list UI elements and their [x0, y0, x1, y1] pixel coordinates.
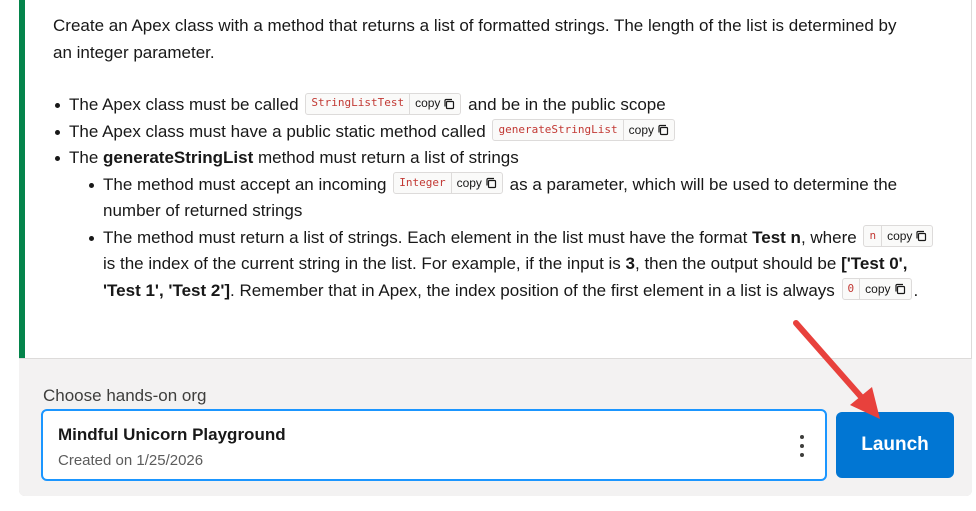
kebab-menu-icon[interactable]	[799, 435, 805, 457]
copy-button[interactable]: copy	[409, 94, 460, 114]
accent-bar	[19, 0, 25, 358]
sub-requirements-list	[69, 172, 943, 305]
copy-icon	[485, 177, 497, 189]
intro-text: Create an Apex class with a method that returns a list of formatted strings. The length of the list is determined by an integer parameter.	[53, 16, 897, 62]
sub-requirement-item: The method must return a list of strings. Each element in the list must have the format Test n, where n copy is the index of the current string in the list. For example, if the input is 3, then the output should be ['Test 0', 'Test 1', 'Test 2']. Remember that in Apex, the index position of the first element in a list is always 0 copy .	[87, 225, 943, 305]
copy-icon	[657, 124, 669, 136]
requirements-list	[53, 92, 943, 304]
requirement-item: The Apex class must be called StringListTest copy and be in the public scope	[53, 92, 943, 119]
code-snippet: 0 copy	[842, 278, 912, 300]
copy-button[interactable]: copy	[451, 173, 502, 193]
annotation-arrow	[780, 315, 890, 435]
org-created-date: Created on 1/25/2026	[58, 452, 204, 469]
requirement-item: The Apex class must have a public static method called generateStringList copy	[53, 119, 943, 146]
org-picker[interactable]	[41, 409, 827, 481]
copy-button[interactable]: copy	[859, 279, 910, 299]
copy-icon	[894, 283, 906, 295]
copy-icon	[915, 230, 927, 242]
code-snippet: n copy	[863, 225, 933, 247]
requirement-item: The generateStringList method must return a list of strings The method must accept an incoming Integer copy as a parameter, which will be used to determine the number of returned strings The method must return a list of strings. Each element in the list must have the format Test n, where n copy is the index of the current string in the list. For example, if the input is 3, then the output should be ['Test 0', 'Test 1', 'Test 2']. Remember that in Apex, the index position of the first element in a list is always 0 copy .	[53, 145, 943, 304]
code-snippet: StringListTest copy	[305, 93, 461, 115]
copy-button[interactable]: copy	[881, 226, 932, 246]
org-name: Mindful Unicorn Playground	[58, 425, 286, 444]
sub-requirement-item: The method must accept an incoming Integer copy as a parameter, which will be used to determine the number of returned strings	[87, 172, 943, 225]
copy-button[interactable]: copy	[623, 120, 674, 140]
code-snippet: generateStringList copy	[492, 119, 675, 141]
org-section-label: Choose hands-on org	[43, 386, 207, 405]
launch-button[interactable]: Launch	[836, 412, 954, 478]
code-snippet: Integer copy	[393, 172, 503, 194]
copy-icon	[443, 98, 455, 110]
